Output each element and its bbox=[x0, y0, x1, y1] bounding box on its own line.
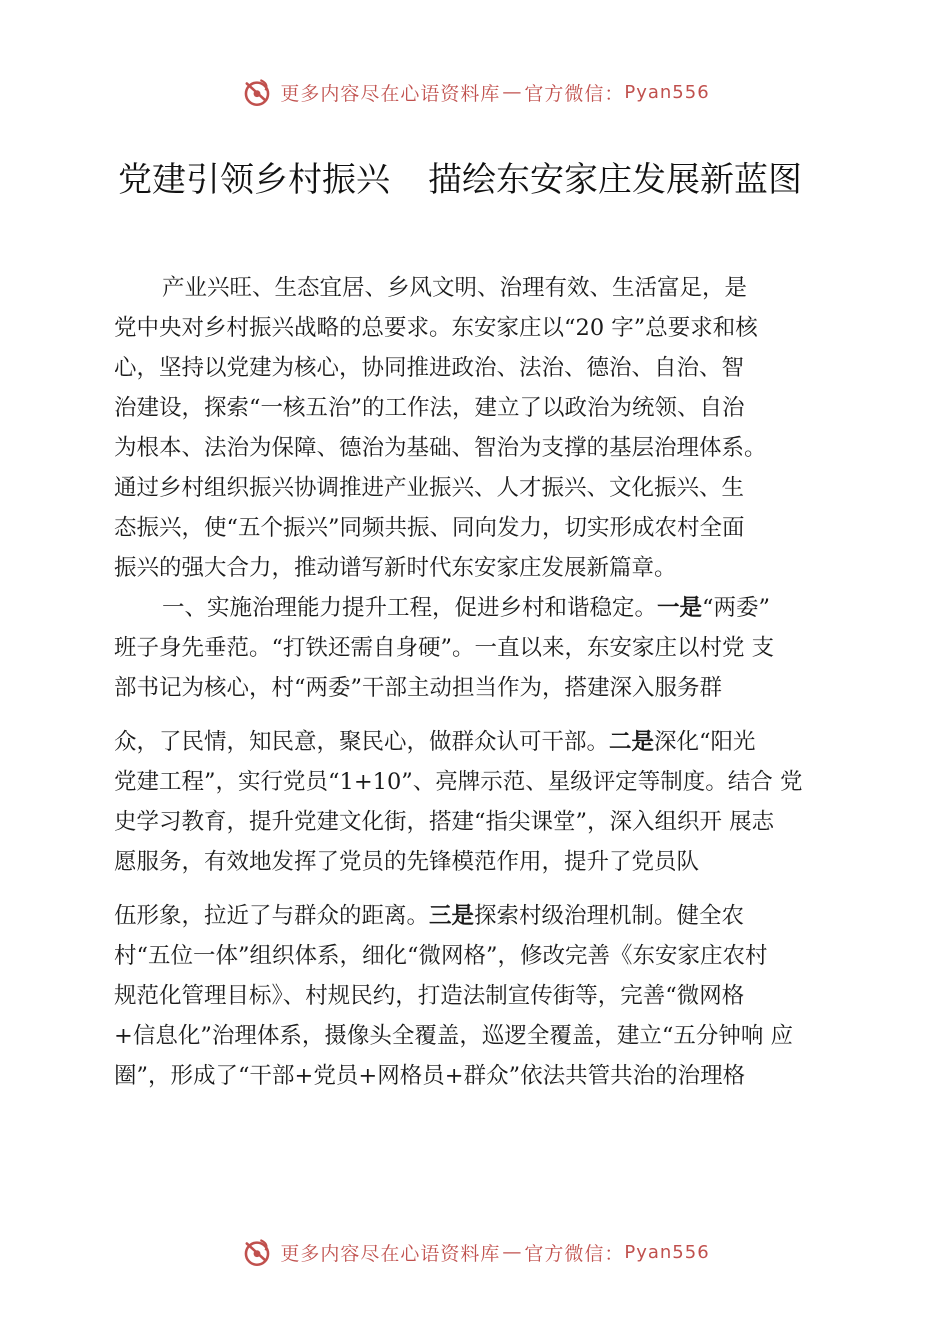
text-run: 深化“阳光 bbox=[654, 729, 756, 755]
text-line bbox=[114, 588, 844, 628]
watermark-separator: — bbox=[502, 1241, 523, 1263]
watermark-wechat-label: 官方微信： bbox=[524, 82, 625, 105]
text-run: 探索村级治理机制。健全农 bbox=[474, 903, 745, 929]
watermark-wechat-id: Pyan556 bbox=[624, 81, 710, 103]
text-line: 态振兴，使“五个振兴”同频共振、同向发力，切实形成农村全面 bbox=[114, 515, 745, 541]
document-title bbox=[118, 162, 838, 198]
text-line: 振兴的强大合力，推动谱写新时代东安家庄发展新篇章。 bbox=[114, 555, 677, 581]
watermark-footer bbox=[0, 1232, 950, 1272]
watermark-text: 更多内容尽在心语资料库 bbox=[280, 82, 501, 105]
text-run: 一、实施治理能力提升工程，促进乡村和谐稳定。 bbox=[162, 595, 658, 621]
watermark-separator: — bbox=[502, 81, 523, 103]
watermark-text: 更多内容尽在心语资料库 bbox=[280, 1242, 501, 1265]
text-line: 通过乡村组织振兴协调推进产业振兴、人才振兴、文化振兴、生 bbox=[114, 475, 745, 501]
document-body bbox=[114, 268, 844, 1096]
text-line: 产业兴旺、生态宜居、乡风文明、治理有效、生活富足，是 bbox=[162, 275, 748, 301]
paragraph-1 bbox=[114, 268, 844, 588]
text-line: 党中央对乡村振兴战略的总要求。东安家庄以“20 字”总要求和核 bbox=[114, 315, 758, 341]
text-line: 为根本、法治为保障、德治为基础、智治为支撑的基层治理体系。 bbox=[114, 435, 767, 461]
text-line bbox=[114, 722, 844, 762]
emphasis-third: 三是 bbox=[429, 903, 475, 929]
text-line: 圈”，形成了“干部+党员+网格员+群众”依法共管共治的治理格 bbox=[114, 1063, 746, 1089]
text-line: 心，坚持以党建为核心，协同推进政治、法治、德治、自治、智 bbox=[114, 355, 745, 381]
text-line: 村“五位一体”组织体系，细化“微网格”，修改完善《东安家庄农村 bbox=[114, 943, 768, 969]
text-line: 史学习教育，提升党建文化街，搭建“指尖课堂”，深入组织开 展志 bbox=[114, 809, 775, 835]
text-line: 班子身先垂范。“打铁还需自身硬”。一直以来，东安家庄以村党 支 bbox=[114, 635, 775, 661]
text-line: +信息化”治理体系，摄像头全覆盖，巡逻全覆盖，建立“五分钟响 应 bbox=[114, 1023, 794, 1049]
logo-icon bbox=[240, 75, 274, 109]
title-part-1: 党建引领乡村振兴 bbox=[118, 160, 390, 200]
text-line: 愿服务，有效地发挥了党员的先锋模范作用，提升了党员队 bbox=[114, 849, 700, 875]
text-run: 众，了民情，知民意，聚民心，做群众认可干部。 bbox=[114, 729, 610, 755]
watermark-wechat-label: 官方微信： bbox=[524, 1242, 625, 1265]
text-run: “两委” bbox=[702, 595, 771, 621]
watermark-wechat-id: Pyan556 bbox=[624, 1241, 710, 1263]
watermark-header bbox=[0, 72, 950, 112]
text-line: 规范化管理目标》、村规民约，打造法制宣传街等，完善“微网格 bbox=[114, 983, 745, 1009]
logo-icon bbox=[240, 1235, 274, 1269]
text-line bbox=[114, 896, 844, 936]
text-line: 党建工程”，实行党员“1+10”、亮牌示范、星级评定等制度。结合 党 bbox=[114, 769, 803, 795]
title-part-2: 描绘东安家庄发展新蓝图 bbox=[428, 160, 802, 200]
emphasis-first: 一是 bbox=[657, 595, 703, 621]
text-line: 部书记为核心，村“两委”干部主动担当作为，搭建深入服务群 bbox=[114, 675, 723, 701]
text-line: 治建设，探索“一核五治”的工作法，建立了以政治为统领、自治 bbox=[114, 395, 745, 421]
emphasis-second: 二是 bbox=[609, 729, 655, 755]
paragraph-2 bbox=[114, 588, 844, 1096]
text-run: 伍形象，拉近了与群众的距离。 bbox=[114, 903, 430, 929]
